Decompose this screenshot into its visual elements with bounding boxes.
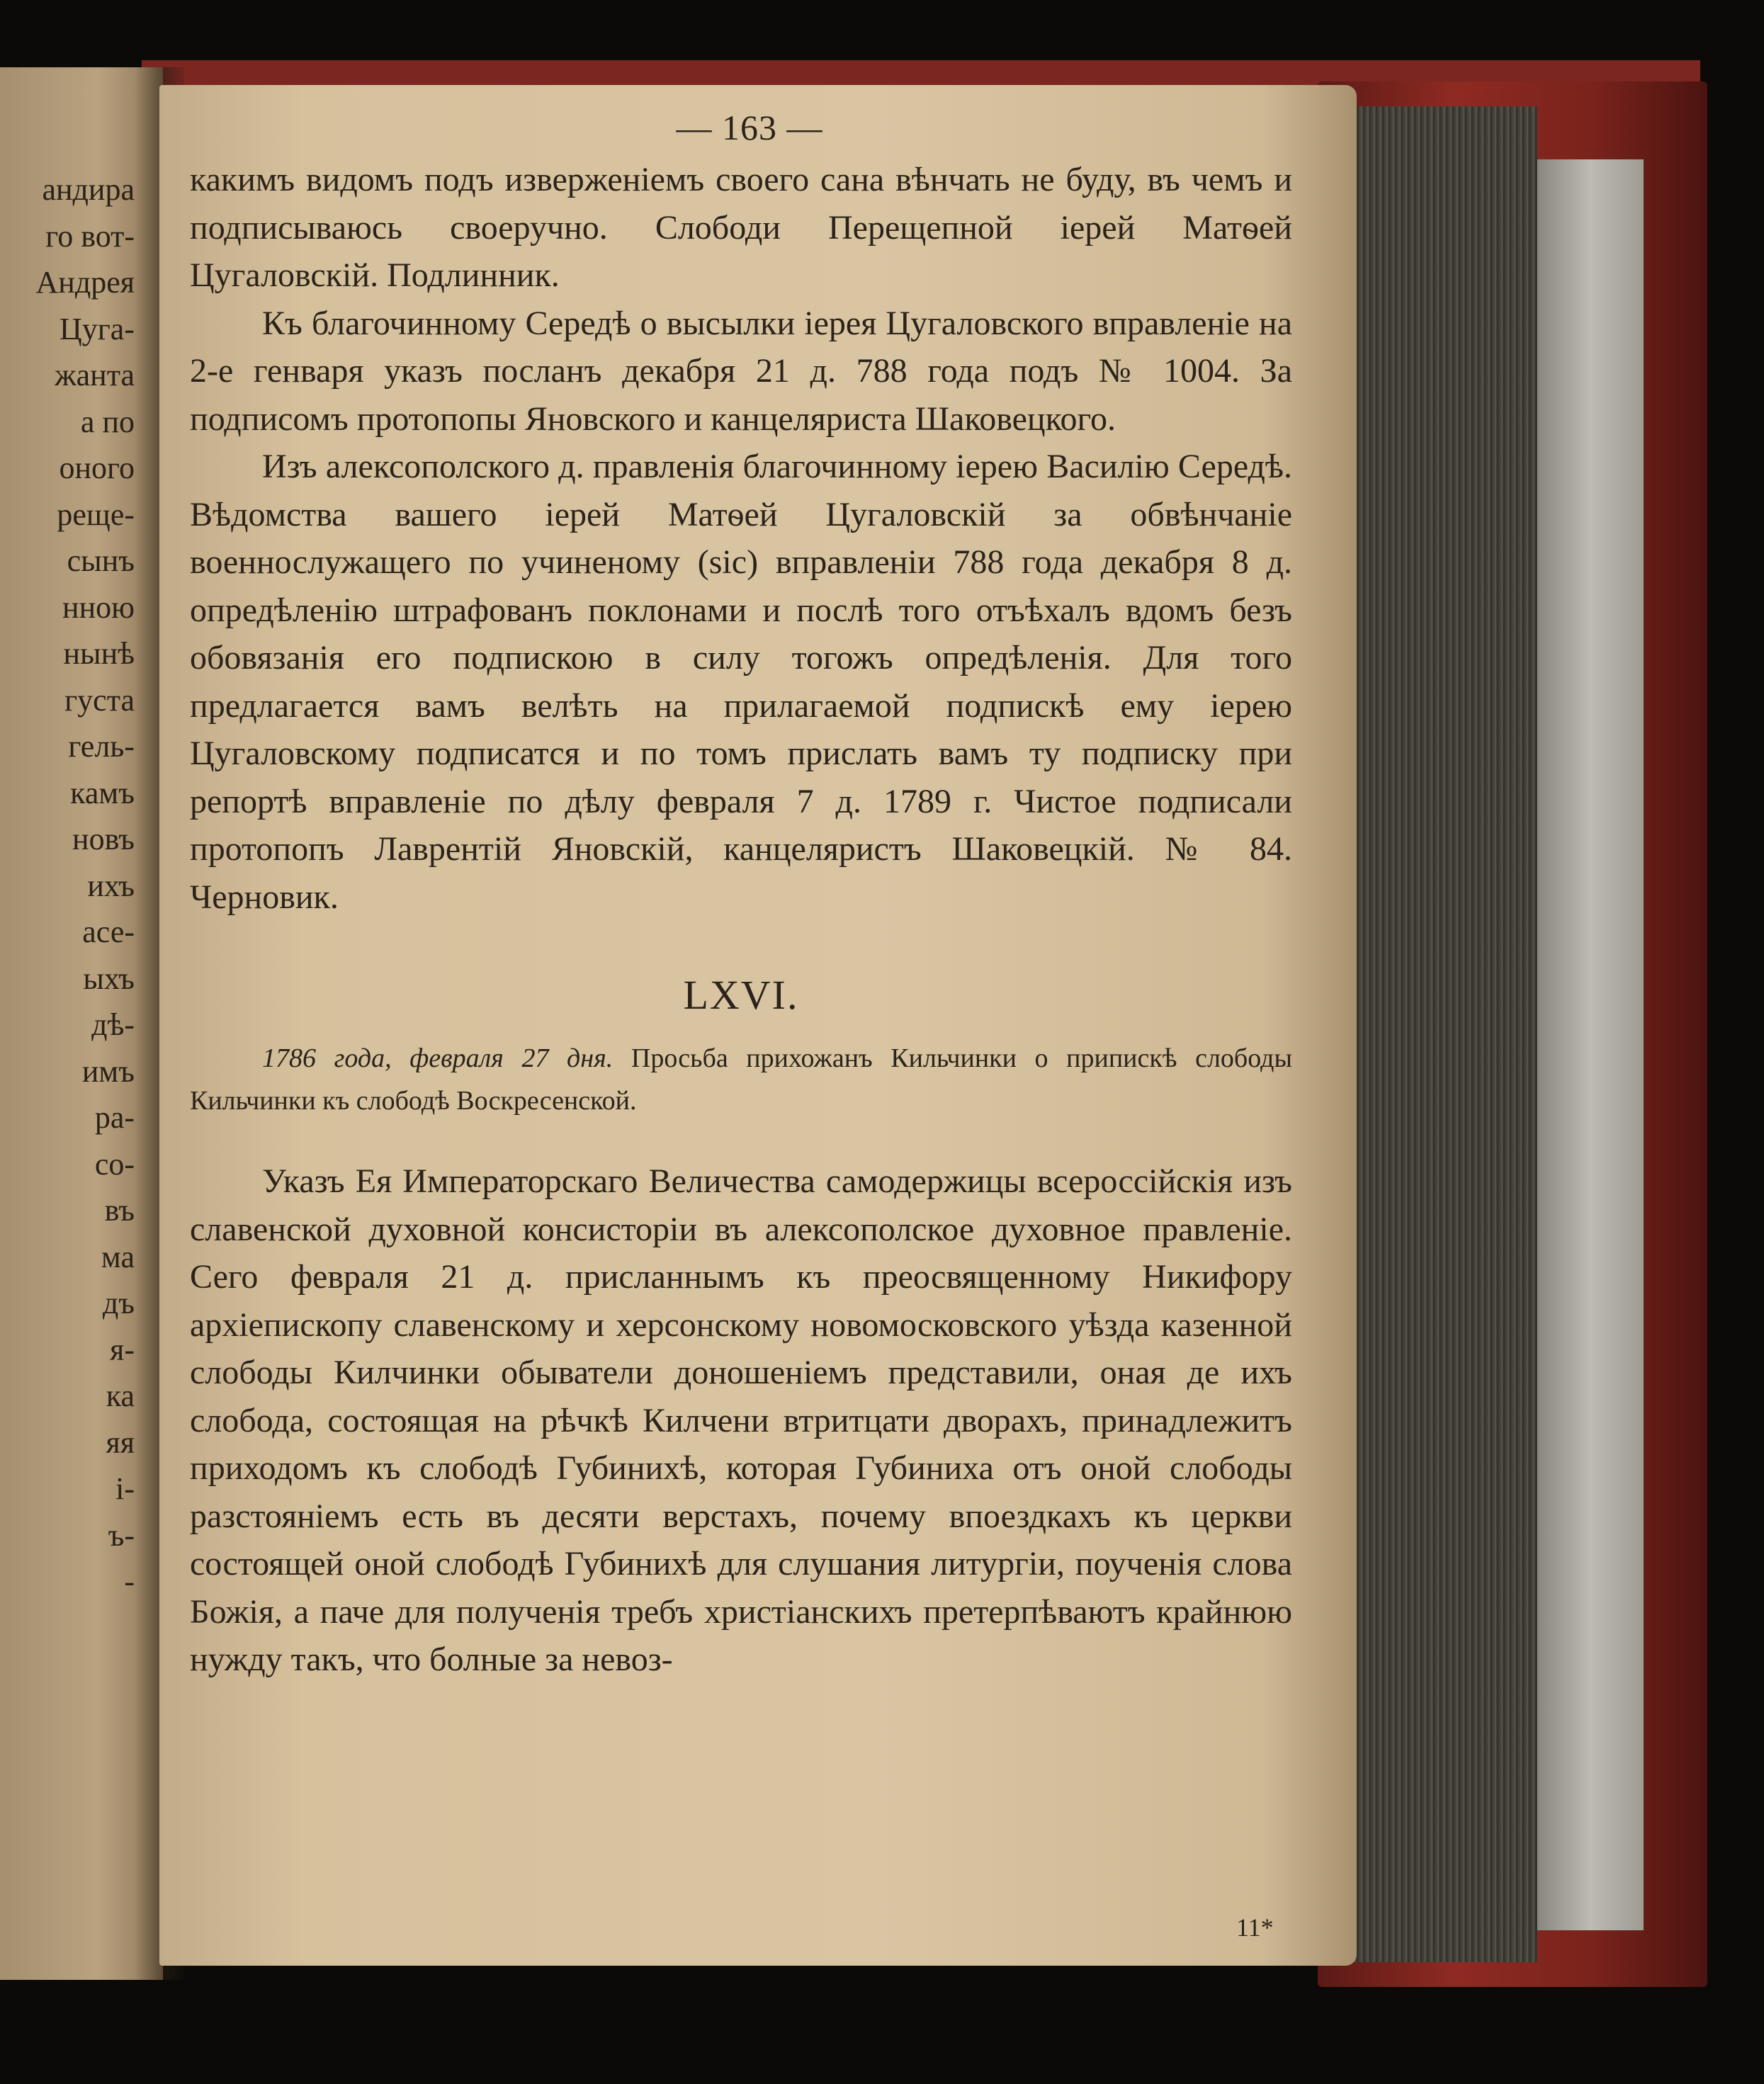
left-fragment-line: ма bbox=[101, 1239, 135, 1274]
left-fragment-line: нною bbox=[62, 589, 135, 625]
left-fragment-line: я- bbox=[110, 1332, 135, 1367]
left-fragment-line: нынѣ bbox=[63, 636, 135, 671]
left-fragment-line: дѣ- bbox=[91, 1007, 135, 1042]
left-fragment-line: - bbox=[124, 1564, 135, 1599]
paragraph-4: Указъ Ея Императорскаго Величества самодержицы всероссійскія изъ славенской духовной консисторіи въ алексополское духовное правленіе. Сего февраля 21 д. присланнымъ къ преосвященному Никифору архіепископу славенскому и херсонскому новомосковского уѣзда казенной слободы Килчинки обыватели доношеніемъ представили, оная де ихъ слобода, состоящая на рѣчкѣ Килчени втритцати дворахъ, принадлежитъ приходомъ къ слободѣ Губинихѣ, которая Губиниха отъ оной слободы разстояніемъ есть въ десяти верстахъ, почему впоездкахъ къ церкви состоящей оной слободѣ Губинихѣ для слушания литургіи, поученія слова Божія, а паче для полученія требъ христіанскихъ претерпѣваютъ крайнюю нужду такъ, что болные за невоз- bbox=[190, 1162, 1292, 1678]
left-fragment-line: въ bbox=[104, 1193, 135, 1228]
left-page-text-fragments bbox=[0, 166, 135, 1605]
endpaper bbox=[1537, 159, 1644, 1930]
document-summary-note bbox=[190, 1037, 1292, 1122]
left-fragment-line: ка bbox=[106, 1378, 135, 1413]
section-heading: LXVI. bbox=[683, 972, 799, 1018]
left-fragment-line: со- bbox=[94, 1146, 135, 1182]
left-fragment-line: ъ- bbox=[108, 1517, 135, 1553]
paragraph-1: какимъ видомъ подъ изверженіемъ своего сана вѣнчать не буду, въ чемъ и подписываюсь своеручно. Слободи Перещепной іерей Матѳей Цугаловскій. Подлинник. bbox=[190, 161, 1292, 294]
paragraph-2: Къ благочинному Середѣ о высылки іерея Цугаловского вправленіе на 2-е генваря указъ посланъ декабря 21 д. 788 года подъ № 1004. За подписомъ протопопы Яновского и канцеляриста Шаковецкого. bbox=[190, 304, 1292, 438]
left-fragment-line: оного bbox=[59, 451, 135, 485]
left-fragment-line: имъ bbox=[81, 1053, 135, 1089]
left-fragment-line: сынъ bbox=[67, 543, 135, 578]
left-fragment-line: го вот- bbox=[45, 218, 135, 254]
left-fragment-line: Цуга- bbox=[59, 311, 135, 346]
left-fragment-line: Андрея bbox=[35, 265, 135, 300]
note-date: 1786 года, февраля 27 дня. bbox=[262, 1043, 614, 1073]
signature-mark: 11* bbox=[1236, 1913, 1274, 1942]
left-fragment-line: і- bbox=[115, 1471, 135, 1506]
left-fragment-line: асе- bbox=[82, 914, 135, 949]
left-fragment-line: гель- bbox=[68, 729, 135, 764]
left-fragment-line: яя bbox=[106, 1425, 135, 1460]
left-fragment-line: ыхъ bbox=[83, 961, 135, 996]
left-fragment-line: дъ bbox=[102, 1286, 135, 1320]
left-fragment-line: густа bbox=[64, 682, 135, 718]
left-fragment-line: ра- bbox=[94, 1100, 135, 1135]
left-fragment-line: а по bbox=[80, 404, 135, 439]
left-fragment-line: реще- bbox=[57, 497, 135, 532]
left-fragment-line: новъ bbox=[72, 822, 135, 856]
left-fragment-line: жанта bbox=[55, 358, 135, 392]
page-content bbox=[190, 99, 1292, 1684]
page-number: — 163 — bbox=[676, 108, 823, 147]
paragraph-3: Изъ алексополского д. правленія благочинному іерею Василію Середѣ. Вѣдомства вашего іерей Матѳей Цугаловскій за обвѣнчаніе военнослужащего по учиненому (sic) вправленіи 788 года декабря 8 д. опредѣленію штрафованъ поклонами и послѣ того отъѣхалъ вдомъ безъ обовязанія его подпискою в силу тогожъ опредѣленія. Для того предлагается вамъ велѣть на прилагаемой подпискѣ ему іерею Цугаловскому подписатся и по томъ прислать вамъ ту подписку при репортѣ вправленіе по дѣлу февраля 7 д. 1789 г. Чистое подписали протопопъ Лаврентій Яновскій, канцеляристъ Шаковецкій. № 84. Черновик. bbox=[190, 448, 1292, 916]
page-block-edges bbox=[1353, 106, 1537, 1962]
note-text: Просьба прихожанъ Кильчинки о припискѣ слободы Кильчинки къ слободѣ Воскресенской. bbox=[190, 1043, 1293, 1116]
left-fragment-line: ихъ bbox=[87, 868, 135, 903]
left-fragment-line: андира bbox=[42, 172, 135, 207]
left-fragment-line: камъ bbox=[70, 775, 135, 810]
